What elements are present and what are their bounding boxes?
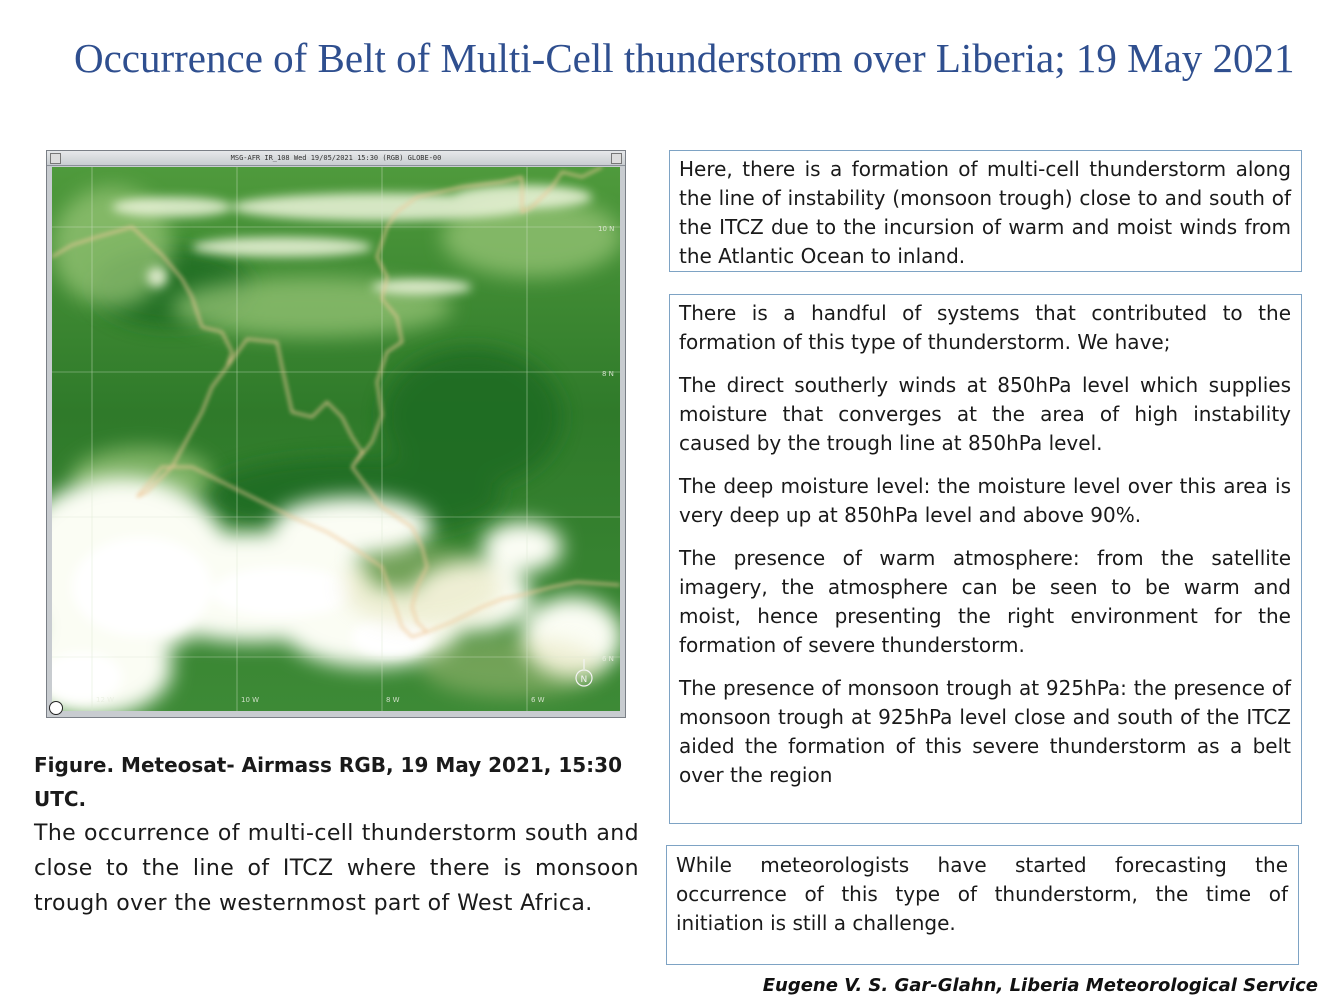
southerly-winds-text: The direct southerly winds at 850hPa level which supplies moisture that converges at the area of high instability caused by the trough line at 850hPa level.: [679, 373, 1291, 455]
window-close-button[interactable]: [611, 153, 622, 164]
systems-textbox: [669, 294, 1302, 824]
cursor-circle-icon[interactable]: [49, 701, 63, 715]
lat-label-10n: 10 N: [598, 225, 615, 233]
slide-title: Occurrence of Belt of Multi-Cell thunderstorm over Liberia; 19 May 2021: [74, 35, 1295, 81]
lon-label-10w: 10 W: [241, 696, 260, 704]
intro-text: Here, there is a formation of multi-cell thunderstorm along the line of instability (monsoon trough) close to and south of the ITCZ due to the incursion of warm and moist winds from the Atlantic Ocean to inland.: [679, 157, 1291, 268]
lat-label-6n: 6 N: [602, 655, 614, 663]
satellite-window-titlebar: [47, 151, 625, 166]
author-credit: Eugene V. S. Gar-Glahn, Liberia Meteorological Service: [762, 975, 1318, 996]
satellite-image-window: [46, 150, 626, 718]
satellite-window-title: MSG-AFR IR_108 Wed 19/05/2021 15:30 (RGB) GLOBE-00: [230, 154, 442, 162]
caption-body: The occurrence of multi-cell thunderstorm south and close to the line of ITCZ where there is monsoon trough over the westernmost part of West Africa.: [34, 821, 639, 916]
north-label: N: [580, 675, 588, 685]
window-menu-button[interactable]: [50, 153, 61, 164]
lon-label-6w: 6 W: [531, 696, 545, 704]
lat-label-8n: 8 N: [602, 370, 614, 378]
challenge-textbox: [666, 845, 1299, 965]
lon-label-8w: 8 W: [386, 696, 400, 704]
intro-textbox: [669, 150, 1302, 272]
deep-moisture-text: The deep moisture level: the moisture level over this area is very deep up at 850hPa level and above 90%.: [679, 474, 1291, 527]
figure-caption: [34, 748, 639, 921]
monsoon-trough-text: The presence of monsoon trough at 925hPa: the presence of monsoon trough at 925hPa level close and south of the ITCZ aided the formation of this severe thunderstorm as a belt over the region: [679, 676, 1291, 787]
satellite-airmass-image: [52, 167, 620, 711]
caption-title: Figure. Meteosat- Airmass RGB, 19 May 2021, 15:30 UTC.: [34, 753, 623, 811]
systems-intro-text: There is a handful of systems that contributed to the formation of this type of thunderstorm. We have;: [679, 301, 1291, 354]
lon-label-12w: 12 W: [96, 696, 115, 704]
warm-atmosphere-text: The presence of warm atmosphere: from the satellite imagery, the atmosphere can be seen to be warm and moist, hence presenting the right environment for the formation of severe thunderstorm.: [679, 546, 1291, 657]
challenge-text: While meteorologists have started forecasting the occurrence of this type of thunderstorm, the time of initiation is still a challenge.: [676, 853, 1288, 935]
